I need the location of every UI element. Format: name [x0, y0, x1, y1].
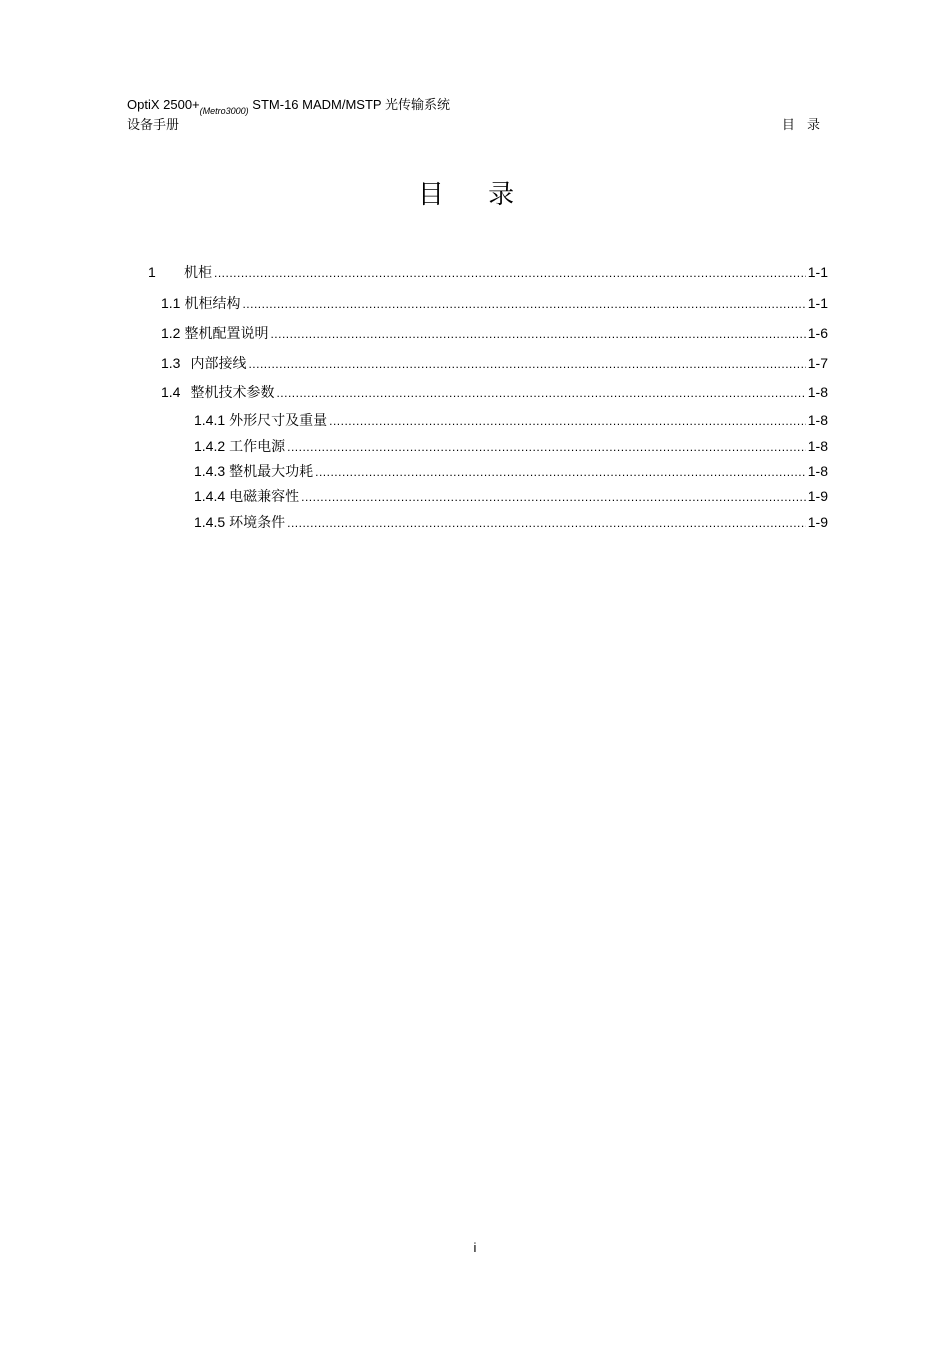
toc-entry-label: 整机最大功耗 — [229, 464, 314, 480]
toc-entry[interactable] — [194, 486, 828, 506]
toc-entry[interactable] — [194, 436, 828, 456]
header-manual: 设备手册 — [127, 118, 180, 133]
toc-entry-label: 整机配置说明 — [184, 326, 269, 342]
header-product-sub: (Metro3000) — [199, 106, 249, 116]
toc-entry-page: 1-8 — [807, 438, 828, 454]
toc-entry-page: 1-8 — [807, 412, 828, 428]
toc-entry[interactable] — [194, 410, 828, 430]
toc-entry-number: 1.4 — [161, 384, 181, 400]
toc-entry-label: 机柜结构 — [184, 296, 241, 312]
toc-entry-label: 工作电源 — [229, 439, 286, 455]
header-product-rest: STM-16 MADM/MSTP 光传输系统 — [252, 97, 450, 112]
toc-entry[interactable] — [161, 323, 828, 343]
toc-entry-page: 1-9 — [807, 488, 828, 504]
toc-leader-dots — [287, 516, 806, 530]
toc-entry-page: 1-1 — [807, 264, 828, 280]
toc-leader-dots — [248, 357, 805, 371]
toc-entry-number: 1.4.2 — [194, 438, 226, 454]
toc-entry-page: 1-6 — [807, 325, 828, 341]
toc-entry-number: 1.3 — [161, 355, 181, 371]
toc-entry-page: 1-8 — [807, 463, 828, 479]
toc-entry[interactable] — [148, 262, 828, 282]
toc-leader-dots — [242, 297, 805, 311]
toc-leader-dots — [329, 414, 806, 428]
toc-entry-label: 机柜 — [184, 265, 212, 281]
toc-entry-page: 1-1 — [807, 295, 828, 311]
toc-entry-label: 环境条件 — [229, 515, 286, 531]
toc-entry-number: 1.4.3 — [194, 463, 226, 479]
header-section: 目 录 — [781, 118, 824, 133]
toc-entry[interactable] — [194, 512, 828, 532]
toc-entry-number: 1.4.1 — [194, 412, 226, 428]
toc-entry-number: 1.1 — [161, 295, 181, 311]
toc-entry[interactable] — [161, 353, 828, 373]
toc-entry[interactable] — [194, 461, 828, 481]
toc-leader-dots — [276, 386, 805, 400]
toc-entry-label: 内部接线 — [190, 356, 247, 372]
toc-entry-page: 1-8 — [807, 384, 828, 400]
page-number: i — [473, 1240, 477, 1255]
toc-entry-label: 外形尺寸及重量 — [229, 413, 328, 429]
toc-entry-label: 整机技术参数 — [190, 385, 275, 401]
page-title: 目 录 — [417, 180, 533, 210]
toc-leader-dots — [214, 266, 806, 280]
header-product — [127, 94, 450, 116]
toc-entry-number: 1 — [148, 264, 156, 280]
toc-entry-number: 1.4.4 — [194, 488, 226, 504]
toc-entry[interactable] — [161, 382, 828, 402]
toc-leader-dots — [287, 440, 806, 454]
toc-leader-dots — [301, 490, 806, 504]
toc-entry-page: 1-9 — [807, 514, 828, 530]
toc-entry-number: 1.2 — [161, 325, 181, 341]
toc-leader-dots — [270, 327, 805, 341]
toc-entry[interactable] — [161, 293, 828, 313]
header-product-name: OptiX 2500+ — [127, 97, 200, 112]
toc-entry-page: 1-7 — [807, 355, 828, 371]
toc-entry-label: 电磁兼容性 — [229, 489, 300, 505]
toc-leader-dots — [315, 465, 806, 479]
toc-entry-number: 1.4.5 — [194, 514, 226, 530]
